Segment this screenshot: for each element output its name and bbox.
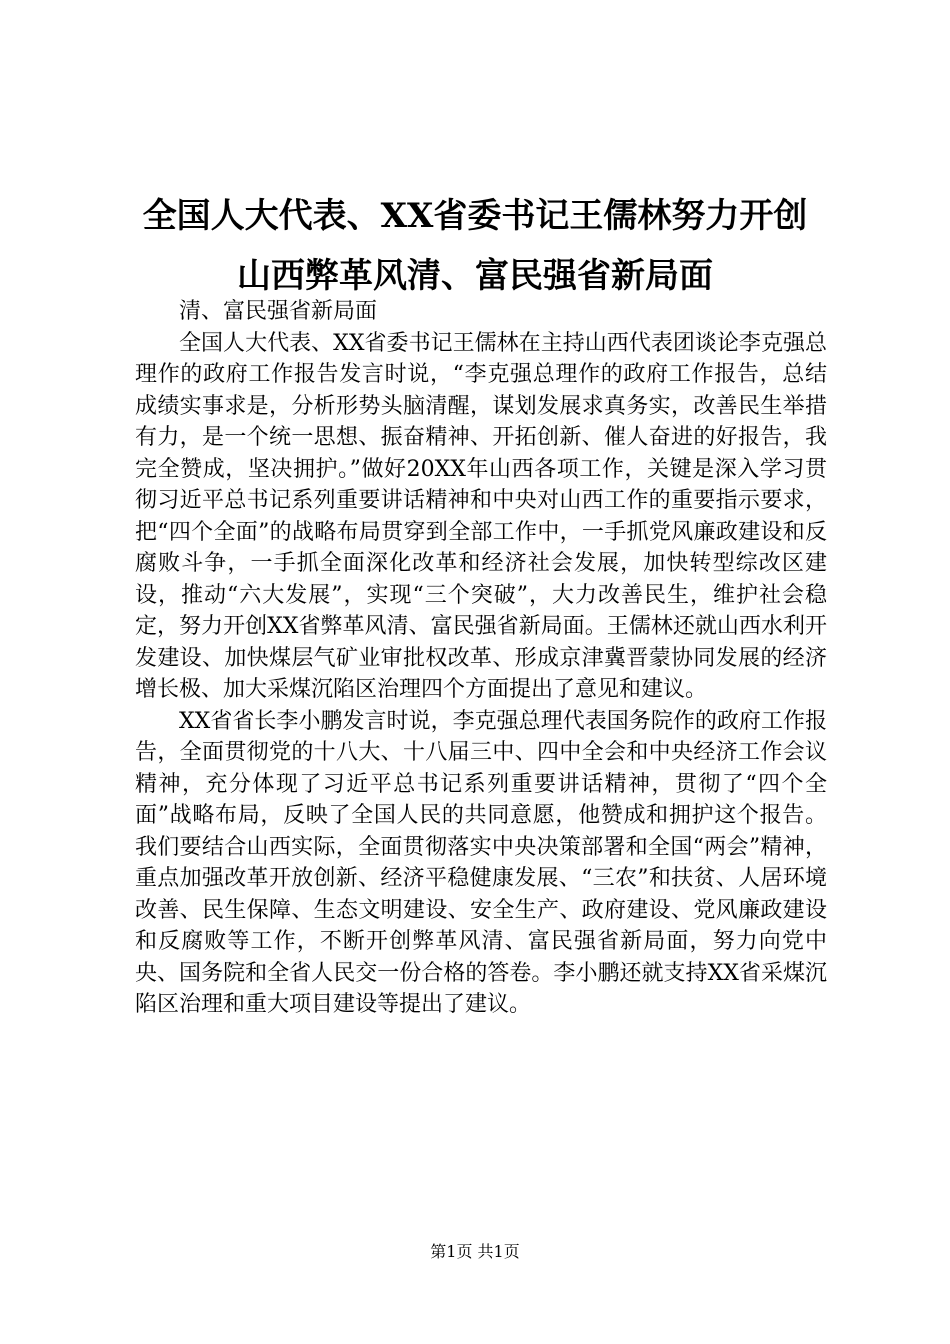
paragraph-1: 全国人大代表、XX省委书记王儒林在主持山西代表团谈论李克强总理作的政府工作报告发言时说，“李克强总理作的政府工作报告，总结成绩实事求是，分析形势头脑清醒，谋划发展求真务实，改善民生举措有力，是一个统一思想、振奋精神、开拓创新、催人奋进的好报告，我完全赞成，坚决拥护。”做好20XX年山西各项工作，关键是深入学习贯彻习近平总书记系列重要讲话精神和中央对山西工作的重要指示要求，把“四个全面”的战略布局贯穿到全部工作中，一手抓党风廉政建设和反腐败斗争，一手抓全面深化改革和经济社会发展，加快转型综改区建设，推动“六大发展”，实现“三个突破”，大力改善民生，维护社会稳定，努力开创XX省弊革风清、富民强省新局面。王儒林还就山西水利开发建设、加快煤层气矿业审批权改革、形成京津冀晋蒙协同发展的经济增长极、加大采煤沉陷区治理四个方面提出了意见和建议。: [135, 330, 827, 702]
title-line-2: 山西弊革风清、富民强省新局面: [237, 256, 713, 296]
document-title: [118, 186, 832, 306]
subtitle-line: 清、富民强省新局面: [179, 299, 378, 324]
title-line-1: 全国人大代表、XX省委书记王儒林努力开创: [142, 196, 808, 236]
document-body: [135, 296, 827, 1021]
page-footer: 第1页 共1页: [430, 1242, 520, 1261]
paragraph-2: XX省省长李小鹏发言时说，李克强总理代表国务院作的政府工作报告，全面贯彻党的十八大、十八届三中、四中全会和中央经济工作会议精神，充分体现了习近平总书记系列重要讲话精神，贯彻了“四个全面”战略布局，反映了全国人民的共同意愿，他赞成和拥护这个报告。我们要结合山西实际，全面贯彻落实中央决策部署和全国“两会”精神，重点加强改革开放创新、经济平稳健康发展、“三农”和扶贫、人居环境改善、民生保障、生态文明建设、安全生产、政府建设、党风廉政建设和反腐败等工作，不断开创弊革风清、富民强省新局面，努力向党中央、国务院和全省人民交一份合格的答卷。李小鹏还就支持XX省采煤沉陷区治理和重大项目建设等提出了建议。: [135, 708, 827, 1017]
